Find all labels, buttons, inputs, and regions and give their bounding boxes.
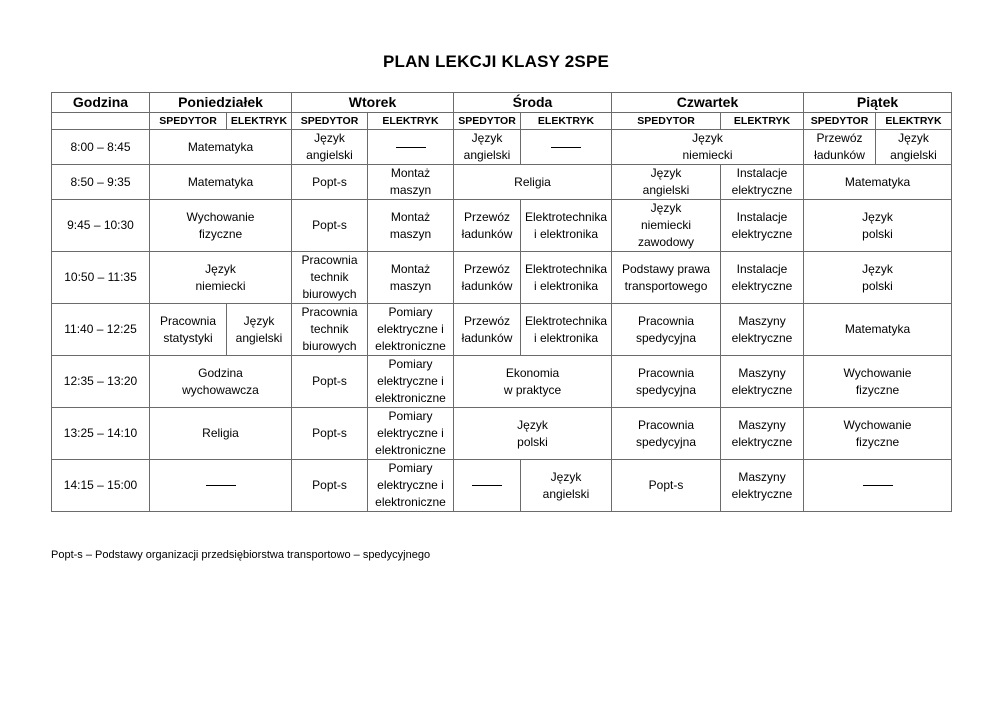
hour-column-header: Godzina xyxy=(52,93,150,113)
lesson-cell: Język polski xyxy=(804,252,952,304)
timetable-row xyxy=(52,200,952,252)
lesson-cell: Pomiary elektryczne i elektroniczne xyxy=(368,304,454,356)
group-header-elektryk: ELEKTRYK xyxy=(368,113,454,130)
lesson-cell: Podstawy prawa transportowego xyxy=(612,252,721,304)
lesson-hour: 13:25 – 14:10 xyxy=(52,408,150,460)
group-header-row xyxy=(52,113,952,130)
lesson-cell: Przewóz ładunków xyxy=(804,130,876,165)
no-lesson-dash xyxy=(206,485,236,486)
lesson-hour: 8:00 – 8:45 xyxy=(52,130,150,165)
page-title: PLAN LEKCJI KLASY 2SPE xyxy=(382,52,610,71)
lesson-cell: Montaż maszyn xyxy=(368,252,454,304)
lesson-cell: Popt-s xyxy=(292,165,368,200)
group-header-spedytor: SPEDYTOR xyxy=(150,113,227,130)
lesson-cell: Pomiary elektryczne i elektroniczne xyxy=(368,356,454,408)
lesson-cell: Godzina wychowawcza xyxy=(150,356,292,408)
day-header-friday: Piątek xyxy=(804,93,952,113)
lesson-cell: Maszyny elektryczne xyxy=(721,304,804,356)
lesson-cell: Język angielski xyxy=(612,165,721,200)
lesson-hour: 9:45 – 10:30 xyxy=(52,200,150,252)
lesson-cell: Język angielski xyxy=(454,130,521,165)
lesson-cell: Pomiary elektryczne i elektroniczne xyxy=(368,408,454,460)
no-lesson-dash xyxy=(396,147,426,148)
lesson-cell: Pracownia statystyki xyxy=(150,304,227,356)
lesson-cell: Język polski xyxy=(454,408,612,460)
group-header-elektryk: ELEKTRYK xyxy=(876,113,952,130)
lesson-cell: Popt-s xyxy=(292,408,368,460)
lesson-cell: Przewóz ładunków xyxy=(454,304,521,356)
group-header-spedytor: SPEDYTOR xyxy=(612,113,721,130)
timetable xyxy=(51,92,952,512)
group-header-spedytor: SPEDYTOR xyxy=(292,113,368,130)
lesson-cell: Matematyka xyxy=(804,165,952,200)
lesson-cell: Matematyka xyxy=(804,304,952,356)
no-lesson-dash xyxy=(863,485,893,486)
group-header-spedytor: SPEDYTOR xyxy=(804,113,876,130)
lesson-cell: Popt-s xyxy=(292,200,368,252)
lesson-cell: Pracownia spedycyjna xyxy=(612,356,721,408)
lesson-cell: Język niemiecki xyxy=(612,130,804,165)
lesson-cell: Matematyka xyxy=(150,130,292,165)
no-lesson-cell xyxy=(150,460,292,512)
timetable-row xyxy=(52,408,952,460)
lesson-cell: Wychowanie fizyczne xyxy=(150,200,292,252)
lesson-cell: Przewóz ładunków xyxy=(454,200,521,252)
timetable-row xyxy=(52,130,952,165)
timetable-row xyxy=(52,165,952,200)
lesson-cell: Elektrotechnika i elektronika xyxy=(521,304,612,356)
day-header-tuesday: Wtorek xyxy=(292,93,454,113)
lesson-hour: 14:15 – 15:00 xyxy=(52,460,150,512)
lesson-cell: Język angielski xyxy=(227,304,292,356)
lesson-cell: Język niemiecki zawodowy xyxy=(612,200,721,252)
lesson-cell: Pracownia technik biurowych xyxy=(292,304,368,356)
lesson-cell: Pracownia spedycyjna xyxy=(612,304,721,356)
no-lesson-dash xyxy=(551,147,581,148)
no-lesson-cell xyxy=(804,460,952,512)
lesson-cell: Język angielski xyxy=(521,460,612,512)
lesson-cell: Pracownia spedycyjna xyxy=(612,408,721,460)
lesson-cell: Popt-s xyxy=(612,460,721,512)
footnote: Popt-s – Podstawy organizacji przedsiębiorstwa transportowo – spedycyjnego xyxy=(51,549,431,561)
lesson-cell: Instalacje elektryczne xyxy=(721,252,804,304)
lesson-cell: Montaż maszyn xyxy=(368,200,454,252)
lesson-cell: Przewóz ładunków xyxy=(454,252,521,304)
lesson-cell: Wychowanie fizyczne xyxy=(804,356,952,408)
lesson-cell: Instalacje elektryczne xyxy=(721,165,804,200)
lesson-cell: Maszyny elektryczne xyxy=(721,356,804,408)
lesson-cell: Popt-s xyxy=(292,460,368,512)
lesson-cell: Język angielski xyxy=(292,130,368,165)
lesson-cell: Język angielski xyxy=(876,130,952,165)
lesson-hour: 10:50 – 11:35 xyxy=(52,252,150,304)
day-header-monday: Poniedziałek xyxy=(150,93,292,113)
day-header-row xyxy=(52,93,952,113)
lesson-cell: Ekonomia w praktyce xyxy=(454,356,612,408)
group-header-elektryk: ELEKTRYK xyxy=(721,113,804,130)
group-header-empty xyxy=(52,113,150,130)
day-header-thursday: Czwartek xyxy=(612,93,804,113)
lesson-cell: Instalacje elektryczne xyxy=(721,200,804,252)
lesson-hour: 12:35 – 13:20 xyxy=(52,356,150,408)
lesson-cell: Popt-s xyxy=(292,356,368,408)
lesson-cell: Pomiary elektryczne i elektroniczne xyxy=(368,460,454,512)
no-lesson-cell xyxy=(521,130,612,165)
lesson-cell: Wychowanie fizyczne xyxy=(804,408,952,460)
lesson-hour: 8:50 – 9:35 xyxy=(52,165,150,200)
lesson-hour: 11:40 – 12:25 xyxy=(52,304,150,356)
lesson-cell: Pracownia technik biurowych xyxy=(292,252,368,304)
timetable-row xyxy=(52,460,952,512)
lesson-cell: Elektrotechnika i elektronika xyxy=(521,252,612,304)
group-header-spedytor: SPEDYTOR xyxy=(454,113,521,130)
timetable-row xyxy=(52,356,952,408)
timetable-row xyxy=(52,304,952,356)
lesson-cell: Religia xyxy=(454,165,612,200)
timetable-row xyxy=(52,252,952,304)
lesson-cell: Religia xyxy=(150,408,292,460)
lesson-cell: Montaż maszyn xyxy=(368,165,454,200)
no-lesson-dash xyxy=(472,485,502,486)
timetable-body xyxy=(52,130,952,512)
no-lesson-cell xyxy=(454,460,521,512)
group-header-elektryk: ELEKTRYK xyxy=(227,113,292,130)
group-header-elektryk: ELEKTRYK xyxy=(521,113,612,130)
lesson-cell: Maszyny elektryczne xyxy=(721,408,804,460)
lesson-cell: Matematyka xyxy=(150,165,292,200)
lesson-cell: Elektrotechnika i elektronika xyxy=(521,200,612,252)
day-header-wednesday: Środa xyxy=(454,93,612,113)
lesson-cell: Maszyny elektryczne xyxy=(721,460,804,512)
no-lesson-cell xyxy=(368,130,454,165)
lesson-cell: Język polski xyxy=(804,200,952,252)
lesson-cell: Język niemiecki xyxy=(150,252,292,304)
